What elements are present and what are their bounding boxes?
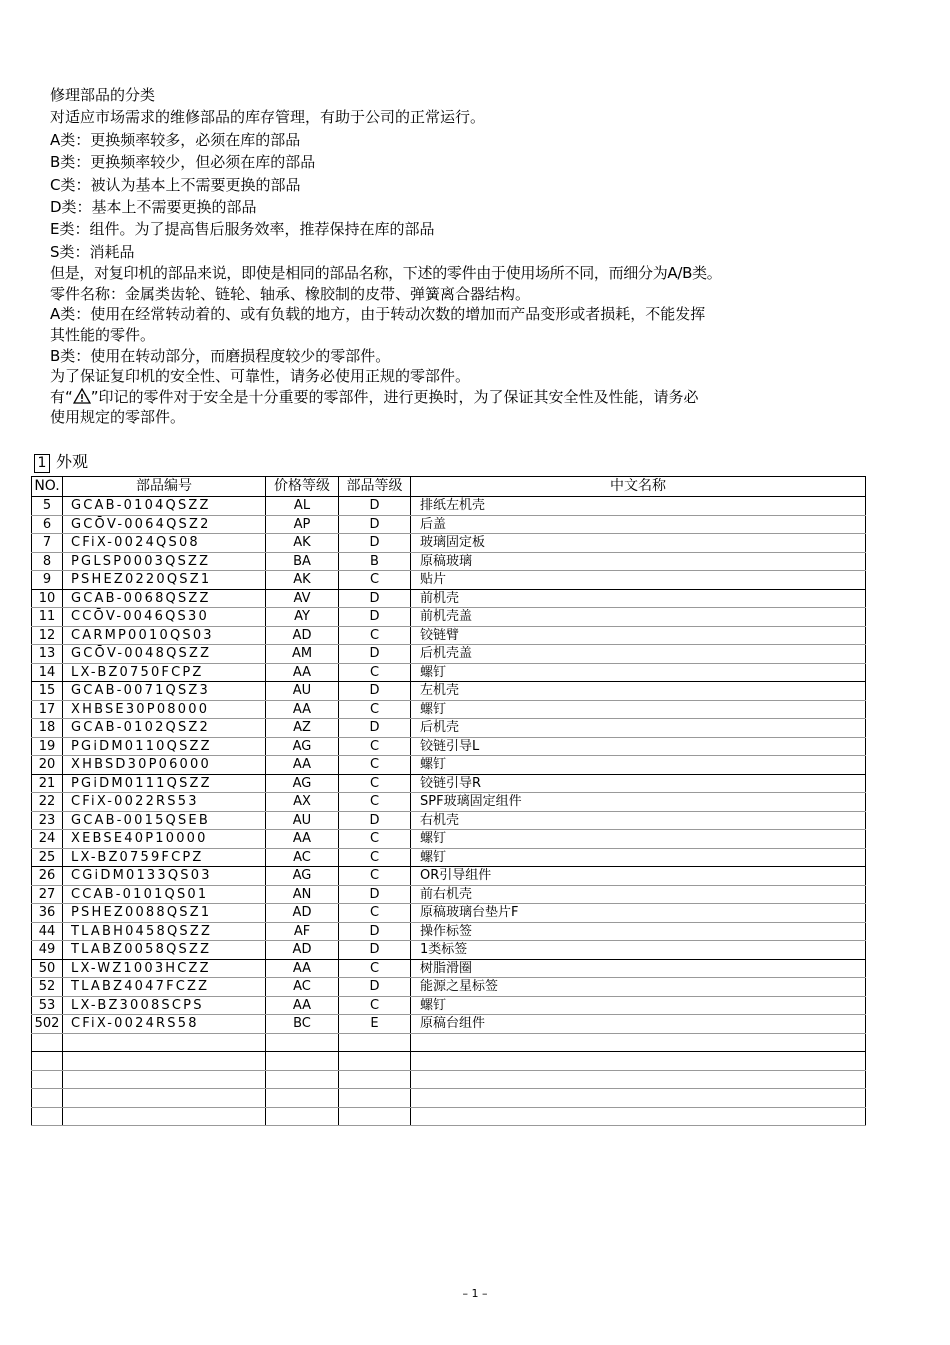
safety-note-prefix: 有“	[50, 387, 73, 406]
cell-price: AY	[266, 608, 339, 627]
cell-rank: C	[339, 793, 411, 812]
cell-code: TLABZ4047FCZZ	[63, 978, 266, 997]
table-row	[32, 811, 866, 830]
table-row	[32, 737, 866, 756]
cell-rank	[339, 1089, 411, 1108]
cell-rank: C	[339, 626, 411, 645]
cell-name: 螺钉	[411, 663, 866, 682]
cell-no: 36	[32, 904, 63, 923]
class-a-line: A类：更换频率较多，必须在库的部品	[50, 130, 301, 149]
table-row	[32, 904, 866, 923]
section-number: 1	[34, 454, 50, 473]
cell-name	[411, 1107, 866, 1126]
cell-name: 左机壳	[411, 682, 866, 701]
cell-no	[32, 1089, 63, 1108]
cell-code	[63, 1107, 266, 1126]
safety-note-suffix: ”印记的零件对于安全是十分重要的零部件，进行更换时，为了保证其安全性及性能，请务必	[90, 387, 699, 406]
cell-code: GCAB-0104QSZZ	[63, 497, 266, 516]
cell-price: AG	[266, 774, 339, 793]
note-line: B类：使用在转动部分，而磨损程度较少的零部件。	[50, 346, 391, 365]
class-c-line: C类：被认为基本上不需要更换的部品	[50, 175, 301, 194]
cell-price: AK	[266, 534, 339, 553]
cell-name: 贴片	[411, 571, 866, 590]
parts-table	[31, 476, 866, 1126]
cell-rank: D	[339, 534, 411, 553]
cell-rank: C	[339, 571, 411, 590]
cell-price: AC	[266, 978, 339, 997]
cell-no: 18	[32, 719, 63, 738]
cell-no: 27	[32, 885, 63, 904]
table-row	[32, 645, 866, 664]
cell-no: 24	[32, 830, 63, 849]
cell-name: 原稿玻璃台垫片F	[411, 904, 866, 923]
cell-code: CCAB-0101QS01	[63, 885, 266, 904]
cell-code: CFiX-0022RS53	[63, 793, 266, 812]
table-row	[32, 774, 866, 793]
cell-name: 树脂滑圈	[411, 959, 866, 978]
cell-name	[411, 1070, 866, 1089]
cell-no	[32, 1070, 63, 1089]
class-b-line: B类：更换频率较少，但必须在库的部品	[50, 153, 316, 172]
cell-name: OR引导组件	[411, 867, 866, 886]
cell-no: 21	[32, 774, 63, 793]
cell-no: 7	[32, 534, 63, 553]
cell-name: 后机壳	[411, 719, 866, 738]
cell-price: AD	[266, 941, 339, 960]
cell-name: 排纸左机壳	[411, 497, 866, 516]
cell-price: AA	[266, 959, 339, 978]
table-row	[32, 700, 866, 719]
cell-no: 8	[32, 552, 63, 571]
header-price: 价格等级	[266, 477, 339, 497]
cell-name: 螺钉	[411, 756, 866, 775]
cell-rank: D	[339, 645, 411, 664]
cell-code	[63, 1052, 266, 1071]
cell-code: TLABZ0058QSZZ	[63, 941, 266, 960]
cell-price	[266, 1089, 339, 1108]
section-heading	[34, 452, 88, 473]
table-row	[32, 996, 866, 1015]
cell-price: AZ	[266, 719, 339, 738]
warning-triangle-icon	[73, 388, 91, 404]
cell-code: CCŌV-0046QS30	[63, 608, 266, 627]
cell-name: 后机壳盖	[411, 645, 866, 664]
section-title: 外观	[56, 452, 89, 471]
table-row	[32, 608, 866, 627]
cell-no: 5	[32, 497, 63, 516]
cell-name: 铰链引导R	[411, 774, 866, 793]
cell-code: LX-BZ3008SCPS	[63, 996, 266, 1015]
cell-code: XHBSE30P08000	[63, 700, 266, 719]
class-d-line: D类：基本上不需要更换的部品	[50, 198, 257, 217]
cell-code: CFiX-0024QS08	[63, 534, 266, 553]
cell-no: 53	[32, 996, 63, 1015]
note-line: 但是，对复印机的部品来说，即使是相同的部品名称，下述的零件由于使用场所不同，而细分为A/B类。	[50, 264, 722, 283]
table-row	[32, 719, 866, 738]
cell-price: AD	[266, 626, 339, 645]
cell-code: GCAB-0102QSZ2	[63, 719, 266, 738]
table-row	[32, 848, 866, 867]
table-header-row	[32, 477, 866, 497]
cell-code: GCAB-0068QSZZ	[63, 589, 266, 608]
cell-code	[63, 1033, 266, 1052]
cell-price	[266, 1033, 339, 1052]
header-no: NO.	[32, 477, 63, 497]
cell-code: LX-BZ0750FCPZ	[63, 663, 266, 682]
cell-price: AV	[266, 589, 339, 608]
cell-rank: C	[339, 996, 411, 1015]
table-row	[32, 830, 866, 849]
cell-rank: D	[339, 608, 411, 627]
cell-rank	[339, 1033, 411, 1052]
table-row	[32, 885, 866, 904]
cell-code: XEBSE40P10000	[63, 830, 266, 849]
cell-code: CARMP0010QS03	[63, 626, 266, 645]
cell-name	[411, 1033, 866, 1052]
header-rank: 部品等级	[339, 477, 411, 497]
cell-no: 52	[32, 978, 63, 997]
cell-price: AU	[266, 811, 339, 830]
cell-price: AL	[266, 497, 339, 516]
class-s-line: S类：消耗品	[50, 242, 135, 261]
table-row	[32, 1107, 866, 1126]
cell-name: 前机壳	[411, 589, 866, 608]
cell-price: AA	[266, 700, 339, 719]
note-line: 使用规定的零部件。	[50, 408, 186, 427]
cell-rank	[339, 1070, 411, 1089]
cell-rank: C	[339, 867, 411, 886]
cell-rank: B	[339, 552, 411, 571]
cell-name: 铰链引导L	[411, 737, 866, 756]
cell-no	[32, 1107, 63, 1126]
cell-price: BA	[266, 552, 339, 571]
intro-title: 修理部品的分类	[50, 86, 156, 104]
intro-text	[50, 84, 840, 428]
cell-no: 22	[32, 793, 63, 812]
cell-rank: D	[339, 941, 411, 960]
cell-rank: D	[339, 589, 411, 608]
cell-no: 14	[32, 663, 63, 682]
cell-no: 9	[32, 571, 63, 590]
page-number: – 1 –	[462, 1287, 488, 1300]
cell-rank: E	[339, 1015, 411, 1034]
cell-rank: D	[339, 719, 411, 738]
cell-rank: C	[339, 959, 411, 978]
cell-code: XHBSD30P06000	[63, 756, 266, 775]
cell-code	[63, 1089, 266, 1108]
safety-note-line	[50, 387, 840, 408]
cell-name: 原稿台组件	[411, 1015, 866, 1034]
cell-no: 17	[32, 700, 63, 719]
cell-name: 铰链臂	[411, 626, 866, 645]
cell-rank: C	[339, 830, 411, 849]
table-row	[32, 1015, 866, 1034]
table-row	[32, 1070, 866, 1089]
table-row	[32, 1052, 866, 1071]
header-code: 部品编号	[63, 477, 266, 497]
cell-name: 原稿玻璃	[411, 552, 866, 571]
header-name: 中文名称	[411, 477, 866, 497]
cell-price: AP	[266, 515, 339, 534]
cell-name	[411, 1089, 866, 1108]
table-row	[32, 552, 866, 571]
cell-rank: C	[339, 774, 411, 793]
cell-price: AG	[266, 867, 339, 886]
cell-no: 19	[32, 737, 63, 756]
table-row	[32, 534, 866, 553]
cell-code: GCAB-0015QSEB	[63, 811, 266, 830]
cell-price: AA	[266, 830, 339, 849]
cell-code: PGLSP0003QSZZ	[63, 552, 266, 571]
cell-code: TLABH0458QSZZ	[63, 922, 266, 941]
cell-no: 6	[32, 515, 63, 534]
cell-code: PGiDM0111QSZZ	[63, 774, 266, 793]
cell-price: AN	[266, 885, 339, 904]
cell-code: LX-WZ1003HCZZ	[63, 959, 266, 978]
table-body	[32, 497, 866, 1126]
cell-name: 螺钉	[411, 996, 866, 1015]
cell-no: 26	[32, 867, 63, 886]
cell-name: 螺钉	[411, 848, 866, 867]
cell-no: 20	[32, 756, 63, 775]
cell-no: 12	[32, 626, 63, 645]
cell-price: AA	[266, 756, 339, 775]
cell-name: 前右机壳	[411, 885, 866, 904]
intro-line: 对适应市场需求的维修部品的库存管理，有助于公司的正常运行。	[50, 108, 486, 127]
cell-price: BC	[266, 1015, 339, 1034]
cell-price: AM	[266, 645, 339, 664]
cell-rank: C	[339, 904, 411, 923]
cell-rank	[339, 1052, 411, 1071]
cell-price: AA	[266, 996, 339, 1015]
table-row	[32, 1033, 866, 1052]
note-line: 零件名称：金属类齿轮、链轮、轴承、橡胶制的皮带、弹簧离合器结构。	[50, 284, 531, 303]
table-row	[32, 571, 866, 590]
cell-no	[32, 1052, 63, 1071]
cell-code: CFiX-0024RS58	[63, 1015, 266, 1034]
cell-rank: D	[339, 682, 411, 701]
cell-no: 25	[32, 848, 63, 867]
table-row	[32, 515, 866, 534]
table-row	[32, 922, 866, 941]
table-row	[32, 663, 866, 682]
cell-price: AX	[266, 793, 339, 812]
table-row	[32, 959, 866, 978]
cell-no: 49	[32, 941, 63, 960]
cell-rank: C	[339, 663, 411, 682]
class-e-line: E类：组件。为了提高售后服务效率，推荐保持在库的部品	[50, 220, 435, 239]
cell-no: 10	[32, 589, 63, 608]
cell-price	[266, 1070, 339, 1089]
note-line: 其性能的零件。	[50, 326, 156, 345]
cell-rank: D	[339, 922, 411, 941]
cell-no: 15	[32, 682, 63, 701]
cell-name: 后盖	[411, 515, 866, 534]
cell-rank: C	[339, 737, 411, 756]
cell-name: 螺钉	[411, 700, 866, 719]
cell-rank	[339, 1107, 411, 1126]
cell-code: PSHEZ0088QSZ1	[63, 904, 266, 923]
cell-price: AU	[266, 682, 339, 701]
cell-price: AG	[266, 737, 339, 756]
table-row	[32, 756, 866, 775]
cell-rank: D	[339, 811, 411, 830]
cell-name: 螺钉	[411, 830, 866, 849]
cell-code: GCŌV-0064QSZ2	[63, 515, 266, 534]
cell-no: 44	[32, 922, 63, 941]
table-row	[32, 589, 866, 608]
cell-price: AC	[266, 848, 339, 867]
cell-code: PGiDM0110QSZZ	[63, 737, 266, 756]
table-row	[32, 497, 866, 516]
cell-price: AA	[266, 663, 339, 682]
table-row	[32, 626, 866, 645]
table-row	[32, 793, 866, 812]
cell-name: 1类标签	[411, 941, 866, 960]
cell-name: 前机壳盖	[411, 608, 866, 627]
cell-no: 13	[32, 645, 63, 664]
cell-rank: D	[339, 515, 411, 534]
cell-rank: D	[339, 978, 411, 997]
cell-code: PSHEZ0220QSZ1	[63, 571, 266, 590]
cell-price	[266, 1052, 339, 1071]
cell-code: GCŌV-0048QSZZ	[63, 645, 266, 664]
cell-price: AF	[266, 922, 339, 941]
cell-no	[32, 1033, 63, 1052]
cell-no: 50	[32, 959, 63, 978]
note-line: A类：使用在经常转动着的、或有负载的地方，由于转动次数的增加而产品变形或者损耗，不能发挥	[50, 305, 706, 324]
cell-name: 操作标签	[411, 922, 866, 941]
cell-rank: D	[339, 497, 411, 516]
cell-name: 能源之星标签	[411, 978, 866, 997]
cell-rank: C	[339, 756, 411, 775]
cell-name: SPF玻璃固定组件	[411, 793, 866, 812]
table-row	[32, 1089, 866, 1108]
table-row	[32, 867, 866, 886]
note-line: 为了保证复印机的安全性、可靠性，请务必使用正规的零部件。	[50, 367, 471, 386]
cell-code	[63, 1070, 266, 1089]
cell-name	[411, 1052, 866, 1071]
table-row	[32, 682, 866, 701]
cell-no: 11	[32, 608, 63, 627]
cell-code: LX-BZ0759FCPZ	[63, 848, 266, 867]
table-row	[32, 978, 866, 997]
cell-price: AD	[266, 904, 339, 923]
table-row	[32, 941, 866, 960]
cell-price: AK	[266, 571, 339, 590]
cell-rank: D	[339, 885, 411, 904]
cell-code: CGiDM0133QS03	[63, 867, 266, 886]
cell-rank: C	[339, 700, 411, 719]
cell-no: 23	[32, 811, 63, 830]
cell-no: 502	[32, 1015, 63, 1034]
cell-name: 右机壳	[411, 811, 866, 830]
cell-name: 玻璃固定板	[411, 534, 866, 553]
cell-rank: C	[339, 848, 411, 867]
cell-price	[266, 1107, 339, 1126]
cell-code: GCAB-0071QSZ3	[63, 682, 266, 701]
